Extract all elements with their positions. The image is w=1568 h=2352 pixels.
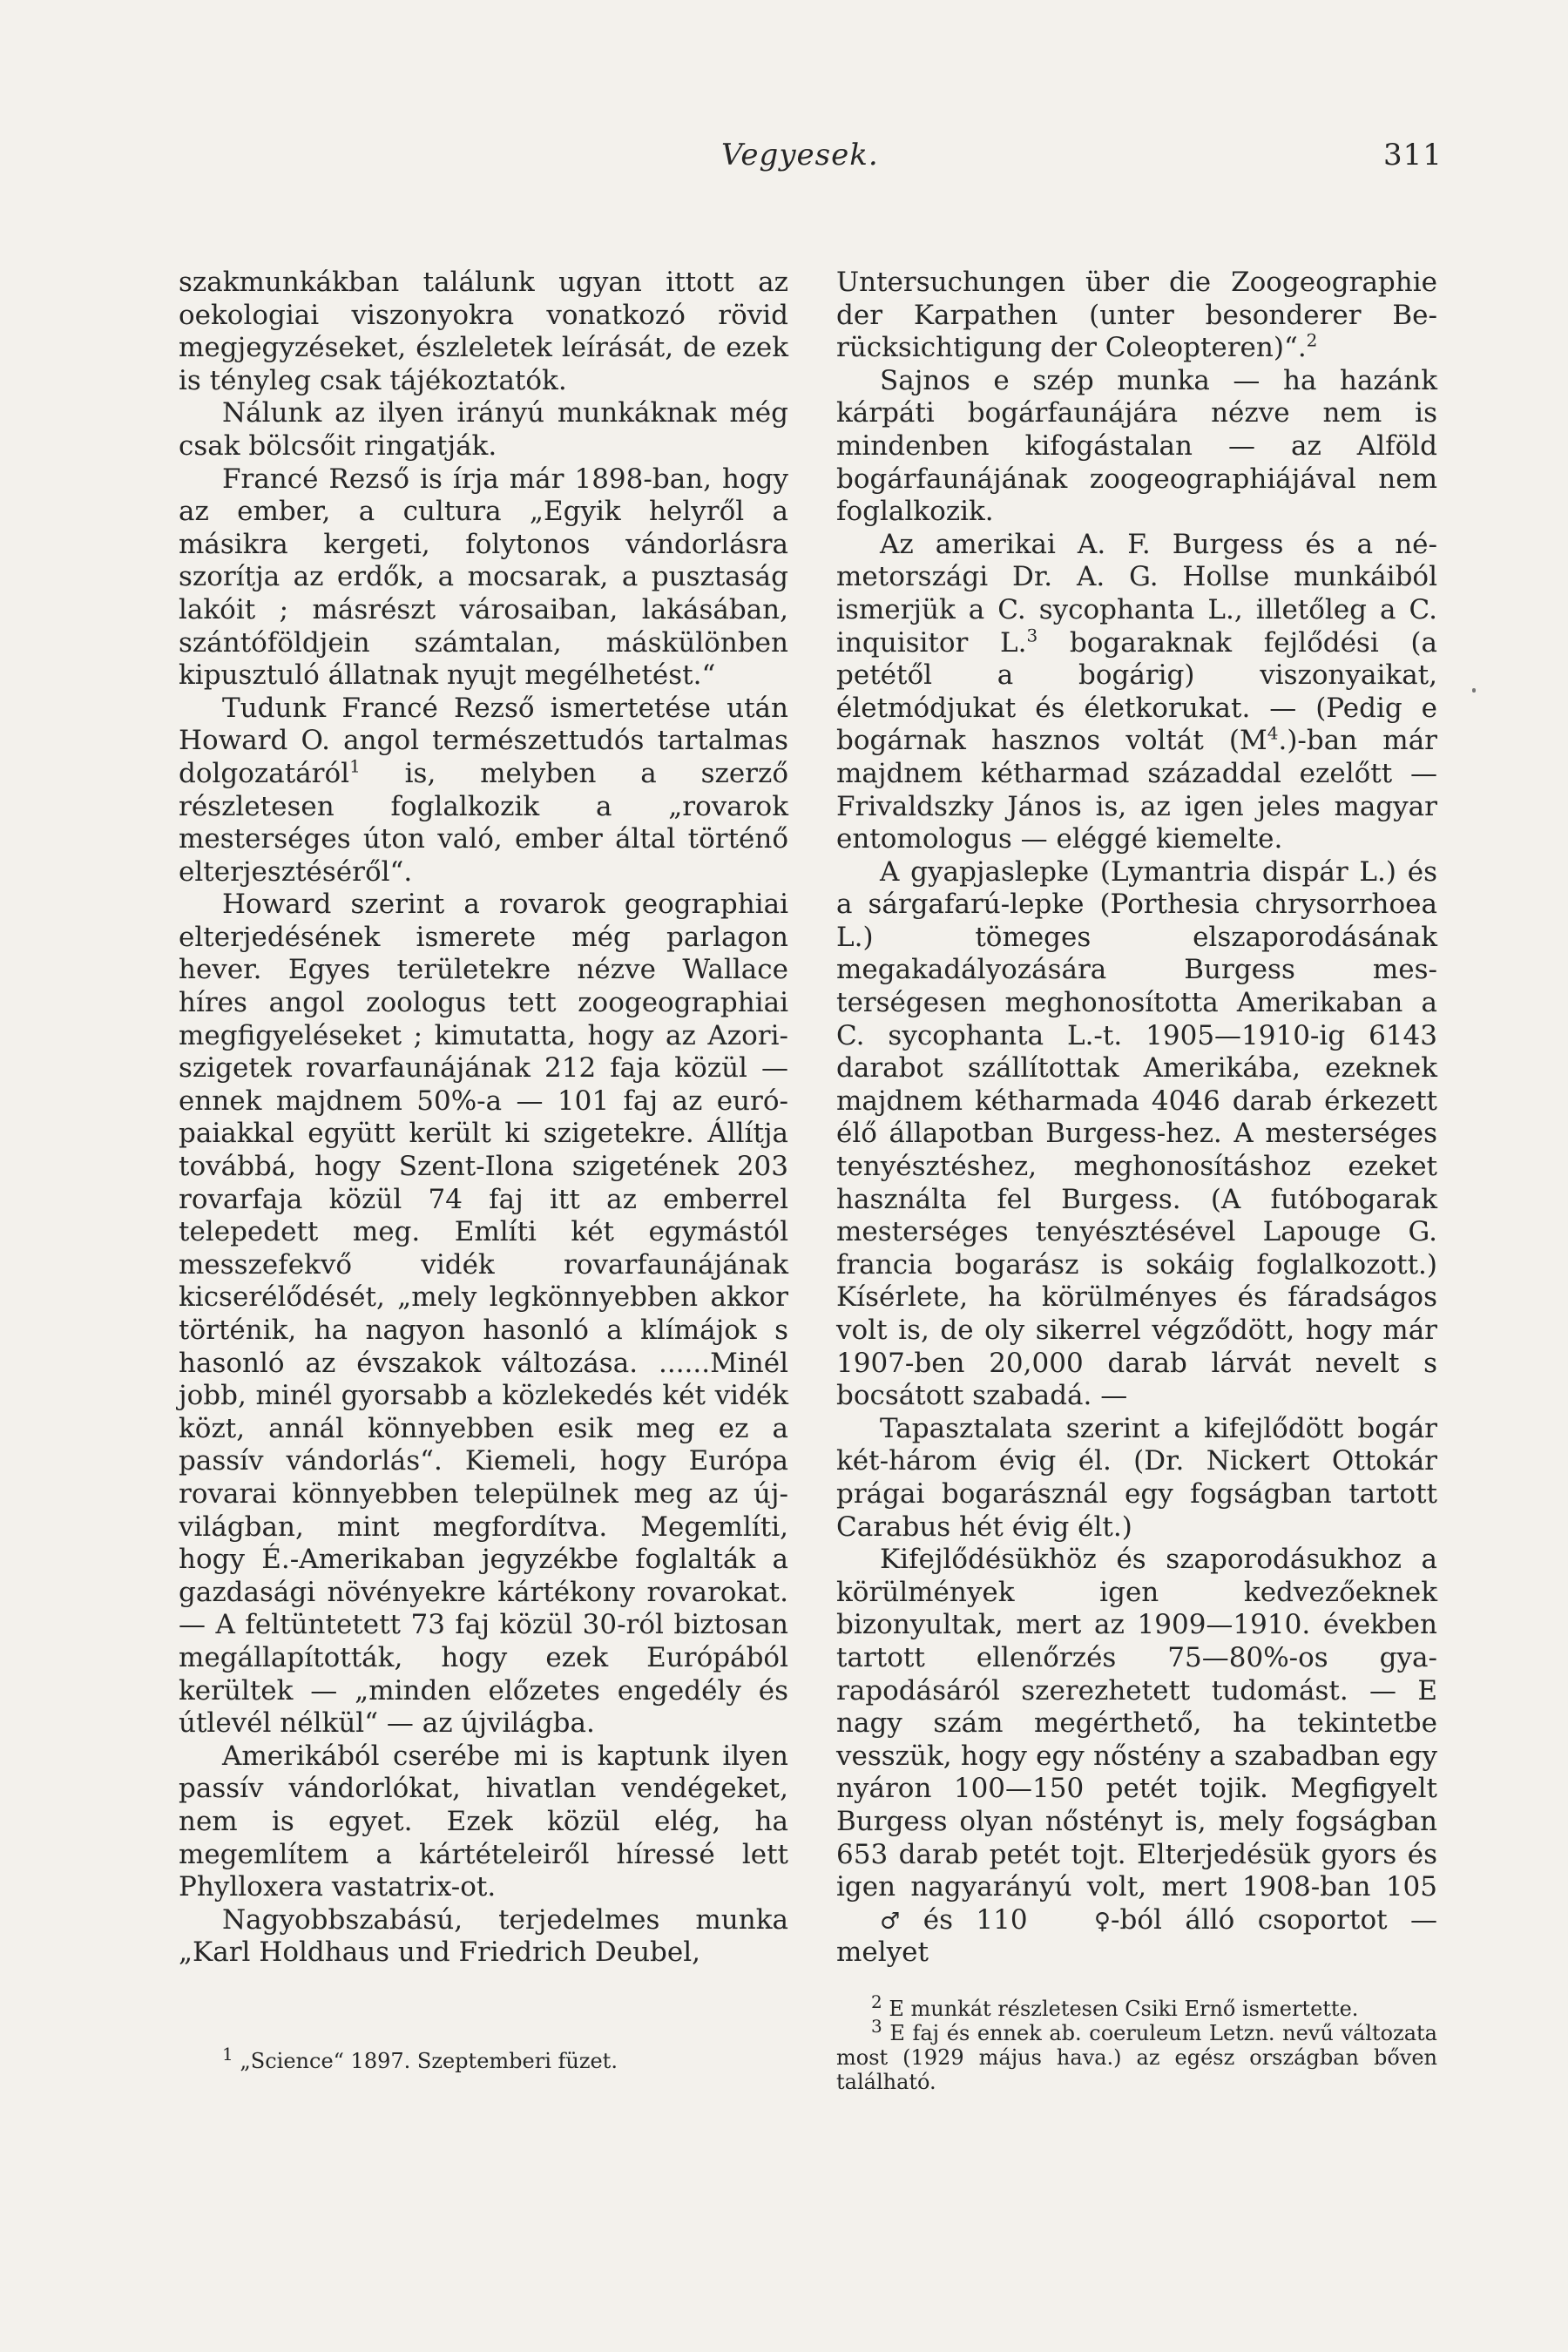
footnote-ref: 2: [1306, 329, 1318, 351]
paragraph: Sajnos e szép munka — ha hazánk kárpáti bogárfaunájára nézve nem is mindenben kifogástalan — az Alföld bogárfaunájának zoogeographiájával nem foglalkozik.: [836, 364, 1437, 528]
footnote-number: 2: [871, 1991, 882, 2012]
paragraph: Tapasztalata szerint a kifejlődött bogár két-három évig él. (Dr. Nickert Ottokár prágai bogarásznál egy fogságban tartott Carabus hét évig élt.): [836, 1412, 1437, 1543]
paragraph: [836, 1544, 1437, 1970]
female-sign-icon: ♀: [1094, 1908, 1112, 1935]
running-header: Vegyesek.: [721, 138, 879, 172]
footnote: [836, 1991, 1437, 2021]
paragraph: Howard szerint a rovarok geographiai elterjedésének ismerete még parlagon hever. Egyes területekre nézve Wallace híres angol zoologus tett zoogeographiai megfigyeléseket ; kimutatta, hogy az Azori-szigetek rovarfaunájának 212 faja közül — ennek majdnem 50%-a — 101 faj az európaiakkal együtt került ki szigetekre. Állítja továbbá, hogy Szent-Ilona szigetének 203 rovarfaja közül 74 faj itt az emberrel telepedett meg. Említi két egymástól messzefekvő vidék rovarfaunájának kicserélődését, „mely legkönnyebben akkor történik, ha nagyon hasonló a klímájok s hasonló az évszakok változása. ......Minél jobb, minél gyorsabb a közlekedés két vidék közt, annál könnyebben esik meg ez a passív vándorlás“. Kiemeli, hogy Európa rovarai könnyebben települnek meg az új-világban, mint megfordítva. Megemlíti, hogy É.-Amerikaban jegyzékbe foglalták a gazdasági növényekre kártékony rovarokat. — A feltüntetett 73 faj közül 30-ról biztosan megállapították, hogy ezek Európából kerültek — „minden előzetes engedély és útlevél nélkül“ — az újvilágba.: [179, 889, 788, 1740]
paragraph: Francé Rezső is írja már 1898-ban, hogy az ember, a cultura „Egyik helyről a másikra kergeti, folytonos vándorlásra szorítja az erdők, a mocsarak, a pusztaság lakóit ; másrészt városaiban, lakásában, szántóföldjein számtalan, máskülönben kipusztuló állatnak nyujt megélhetést.“: [179, 463, 788, 692]
paragraph: [836, 267, 1437, 365]
footnote-text: E munkát részletesen Csiki Ernő ismertette.: [882, 1997, 1359, 2021]
footnotes-right: [836, 1991, 1437, 2094]
paragraph-text: bogaraknak fejlődési (a petétől a bogárig) viszonyaikat, életmódjukat és életkorukat. — (Pedig e bogárnak hasznos voltát (M: [836, 626, 1437, 757]
footnote-number: 3: [871, 2016, 882, 2037]
footnote-number: 1: [222, 2044, 233, 2065]
footnote-ref: 3: [1026, 625, 1038, 646]
right-column: [836, 267, 1437, 1970]
paragraph-text: Untersuchungen über die Zoogeographie der Karpathen (unter besonderer Berücksichtigung der Coleopteren)“.: [836, 267, 1437, 364]
paragraph-text: is, melyben a szerző részletesen foglalkozik a „rovarok mesterséges úton való, ember által történő elterjesztéséről“.: [179, 757, 788, 888]
footnote-ref: 1: [349, 755, 361, 777]
paragraph: szakmunkákban találunk ugyan ittott az oekologiai viszonyokra vonatkozó rövid megjegyzéseket, észleletek leírását, de ezek is tényleg csak tájékoztatók.: [179, 267, 788, 396]
footnotes-left: [222, 2044, 745, 2073]
footnote-text: E faj és ennek ab. coeruleum Letzn. nevű változata most (1929 május hava.) az egész országban bőven található.: [836, 2021, 1437, 2094]
left-column: [179, 267, 788, 1970]
footnote: [836, 2016, 1437, 2094]
paragraph: Nagyobbszabású, terjedelmes munka „Karl Holdhaus und Friedrich Deubel,: [179, 1903, 788, 1969]
paragraph-text: -ból álló csoportot — melyet: [836, 1903, 1437, 1969]
footnote: [222, 2044, 745, 2073]
paragraph-text: .)-ban már majdnem kétharmad századdal ezelőtt — Frivaldszky János is, az igen jeles magyar entomologus — eléggé kiemelte.: [836, 725, 1437, 855]
paragraph-text: Az amerikai A. F. Burgess és a németországi Dr. A. G. Hollse munkáiból ismerjük a C. sycophanta L., illetőleg a C. inquisitor L.: [836, 528, 1437, 659]
footnote-text: „Science“ 1897. Szeptemberi füzet.: [233, 2049, 618, 2073]
speck-mark: [1472, 688, 1476, 693]
paragraph: [836, 529, 1437, 856]
paragraph-text: Kifejlődésükhöz és szaporodásukhoz a körülmények igen kedvezőeknek bizonyultak, mert az 1909—1910. években tartott ellenőrzés 75—80%-os gyarapodásáról szerezhetett tudomást. — E nagy szám megérthető, ha tekintetbe vesszük, hogy egy nőstény a szabadban egy nyáron 100—150 petét tojik. Megfigyelt Burgess olyan nőstényt is, mely fogságban 653 darab petét tojt. Elterjedésük gyors és igen nagyarányú volt, mert 1908-ban 105: [836, 1544, 1437, 1903]
male-sign-icon: ♂: [880, 1908, 901, 1935]
page-number: 311: [1383, 138, 1443, 172]
superscript: 4: [1267, 722, 1279, 744]
paragraph: Nálunk az ilyen irányú munkáknak még csak bölcsőit ringatják.: [179, 397, 788, 462]
paragraph: Amerikából cserébe mi is kaptunk ilyen passív vándorlókat, hivatlan vendégeket, nem is egyet. Ezek közül elég, ha megemlítem a kártételeiről híressé lett Phylloxera vastatrix-ot.: [179, 1740, 788, 1903]
paragraph: [179, 693, 788, 889]
paragraph-text: és 110: [923, 1903, 1028, 1936]
paragraph: A gyapjaslepke (Lymantria dispár L.) és a sárgafarú-lepke (Porthesia chrysorrhoea L.) tömeges elszaporodásának megakadályozására Burgess mesterségesen meghonosította Amerikaban a C. sycophanta L.-t. 1905—1910-ig 6143 darabot szállítottak Amerikába, ezeknek majdnem kétharmada 4046 darab érkezett élő állapotban Burgess-hez. A mesterséges tenyésztéshez, meghonosításhoz ezeket használta fel Burgess. (A futóbogarak mesterséges tenyésztésével Lapouge G. francia bogarász is sokáig foglalkozott.) Kísérlete, ha körülményes és fáradságos volt is, de oly sikerrel végződött, hogy már 1907-ben 20,000 darab lárvát nevelt s bocsátott szabadá. —: [836, 855, 1437, 1412]
paragraph-text: Tudunk Francé Rezső ismertetése után Howard O. angol természettudós tartalmas dolgozatáról: [179, 692, 788, 789]
